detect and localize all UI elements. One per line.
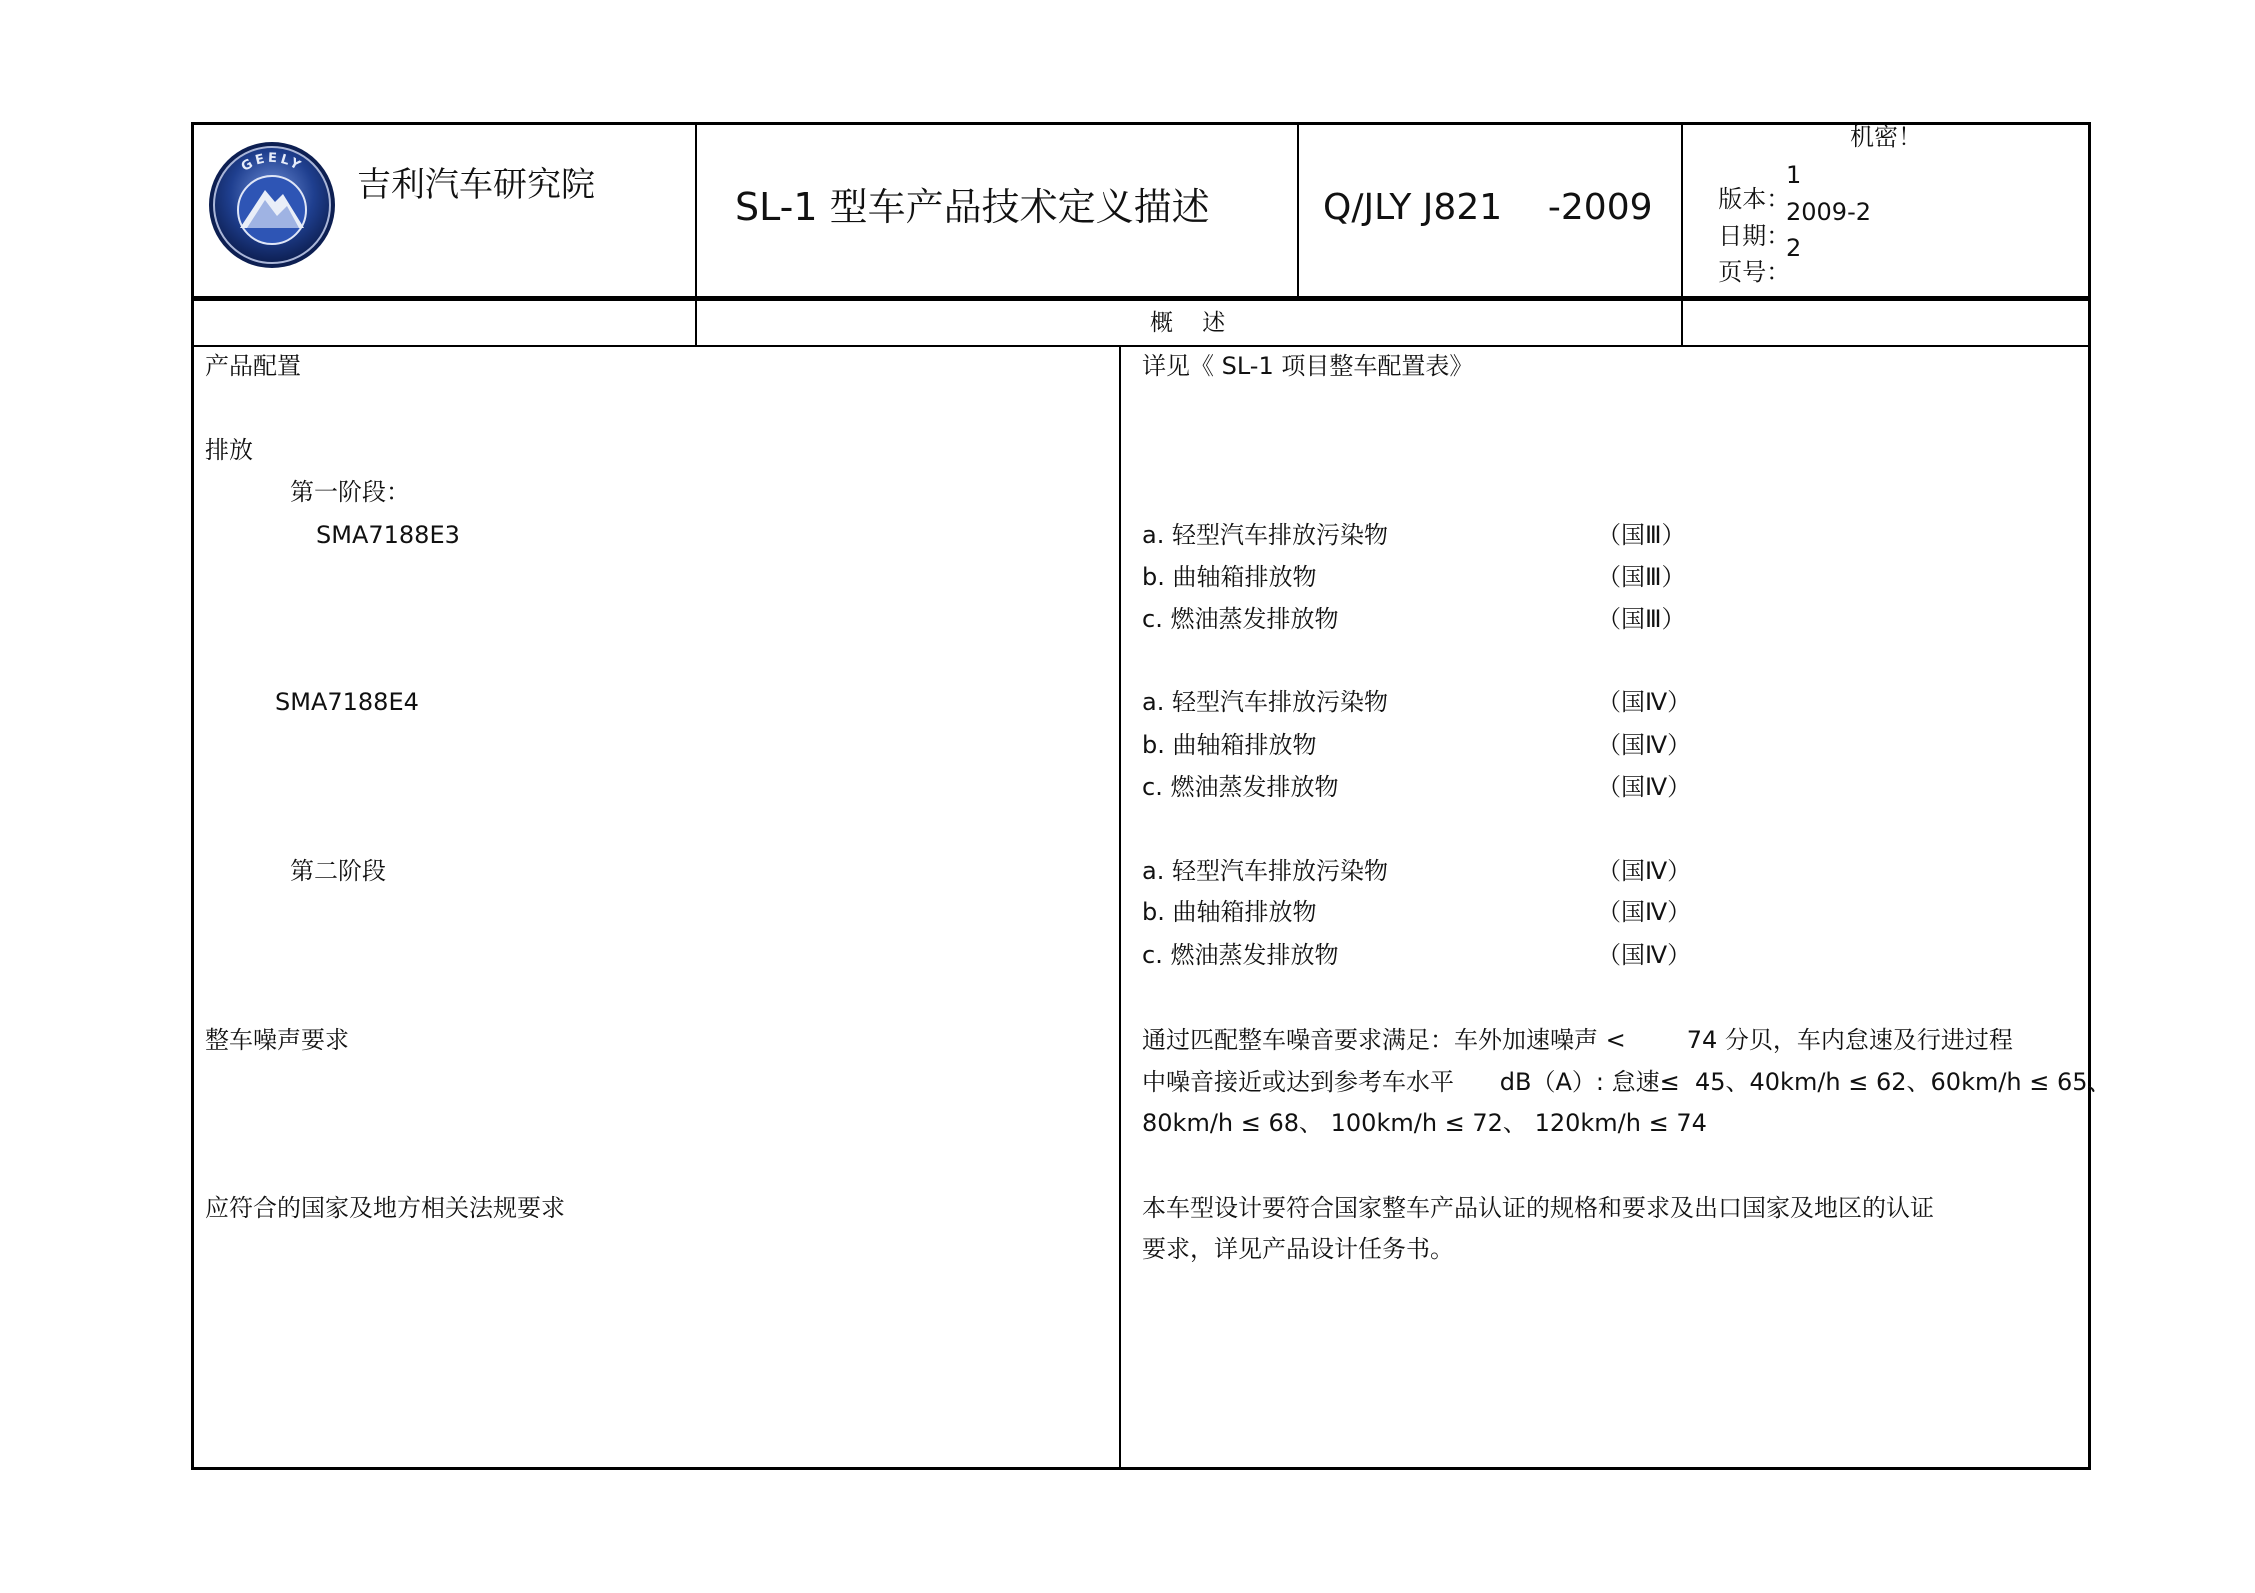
body-column-divider [1119, 345, 1121, 1470]
section-band-bottom [191, 345, 2091, 347]
stage2-item-a: a. 轻型汽车排放污染物 [1142, 857, 1388, 885]
noise-label: 整车噪声要求 [205, 1026, 349, 1054]
e3-level-c: （国Ⅲ） [1597, 605, 1686, 633]
e4-item-c: c. 燃油蒸发排放物 [1142, 773, 1339, 801]
e3-level-a: （国Ⅲ） [1597, 521, 1686, 549]
header-bottom-rule [191, 296, 2091, 301]
e4-level-b: （国Ⅳ） [1597, 731, 1692, 759]
e4-item-b: b. 曲轴箱排放物 [1142, 731, 1317, 759]
config-value: 详见《 SL-1 项目整车配置表》 [1142, 352, 1474, 380]
e3-item-b: b. 曲轴箱排放物 [1142, 563, 1317, 591]
config-label: 产品配置 [205, 352, 301, 380]
noise-line-3: 80km/h ≤ 68、 100km/h ≤ 72、 120km/h ≤ 74 [1142, 1109, 1707, 1137]
header-divider-2 [1297, 122, 1299, 300]
noise-line-2: 中噪音接近或达到参考车水平 dB（A）: 怠速≤ 45、40km/h ≤ 62、60km/h ≤ 65、 [1142, 1068, 2112, 1096]
noise-line-1: 通过匹配整车噪音要求满足：车外加速噪声 < 74 分贝，车内怠速及行进过程 [1142, 1026, 2013, 1054]
stage2-item-b: b. 曲轴箱排放物 [1142, 898, 1317, 926]
institute-name: 吉利汽车研究院 [357, 165, 595, 205]
e4-level-c: （国Ⅳ） [1597, 773, 1692, 801]
document-title: SL-1 型车产品技术定义描述 [735, 185, 1210, 229]
regulation-line-2: 要求，详见产品设计任务书。 [1142, 1235, 1454, 1263]
document-frame [191, 122, 2091, 1470]
confidential-label: 机密！ [1850, 123, 1922, 151]
stage2-level-b: （国Ⅳ） [1597, 898, 1692, 926]
model-e3: SMA7188E3 [316, 521, 460, 549]
stage2-label: 第二阶段 [290, 857, 386, 885]
regulation-line-1: 本车型设计要符合国家整车产品认证的规格和要求及出口国家及地区的认证 [1142, 1194, 1934, 1222]
section-title: 概 述 [1150, 310, 1226, 336]
e4-item-a: a. 轻型汽车排放污染物 [1142, 688, 1388, 716]
model-e4: SMA7188E4 [275, 688, 419, 716]
date-label: 日期： [1718, 222, 1791, 250]
document-code: Q/JLY J821 -2009 [1323, 187, 1653, 228]
e3-level-b: （国Ⅲ） [1597, 563, 1686, 591]
date-value: 2009-2 [1786, 198, 1872, 226]
stage2-level-c: （国Ⅳ） [1597, 941, 1692, 969]
emission-label: 排放 [205, 436, 253, 464]
logo-wordmark: GEELY [238, 150, 306, 175]
regulation-label: 应符合的国家及地方相关法规要求 [205, 1194, 565, 1222]
page-label: 页号： [1718, 258, 1791, 286]
e4-level-a: （国Ⅳ） [1597, 688, 1692, 716]
version-label: 版本： [1718, 185, 1791, 213]
stage2-level-a: （国Ⅳ） [1597, 857, 1692, 885]
e3-item-a: a. 轻型汽车排放污染物 [1142, 521, 1388, 549]
header-divider-3 [1681, 122, 1683, 346]
e3-item-c: c. 燃油蒸发排放物 [1142, 605, 1339, 633]
header-divider-1 [695, 122, 697, 346]
stage2-item-c: c. 燃油蒸发排放物 [1142, 941, 1339, 969]
stage1-label: 第一阶段： [290, 478, 410, 506]
geely-logo [207, 140, 337, 270]
version-value: 1 [1786, 161, 1802, 189]
page-value: 2 [1786, 234, 1802, 262]
